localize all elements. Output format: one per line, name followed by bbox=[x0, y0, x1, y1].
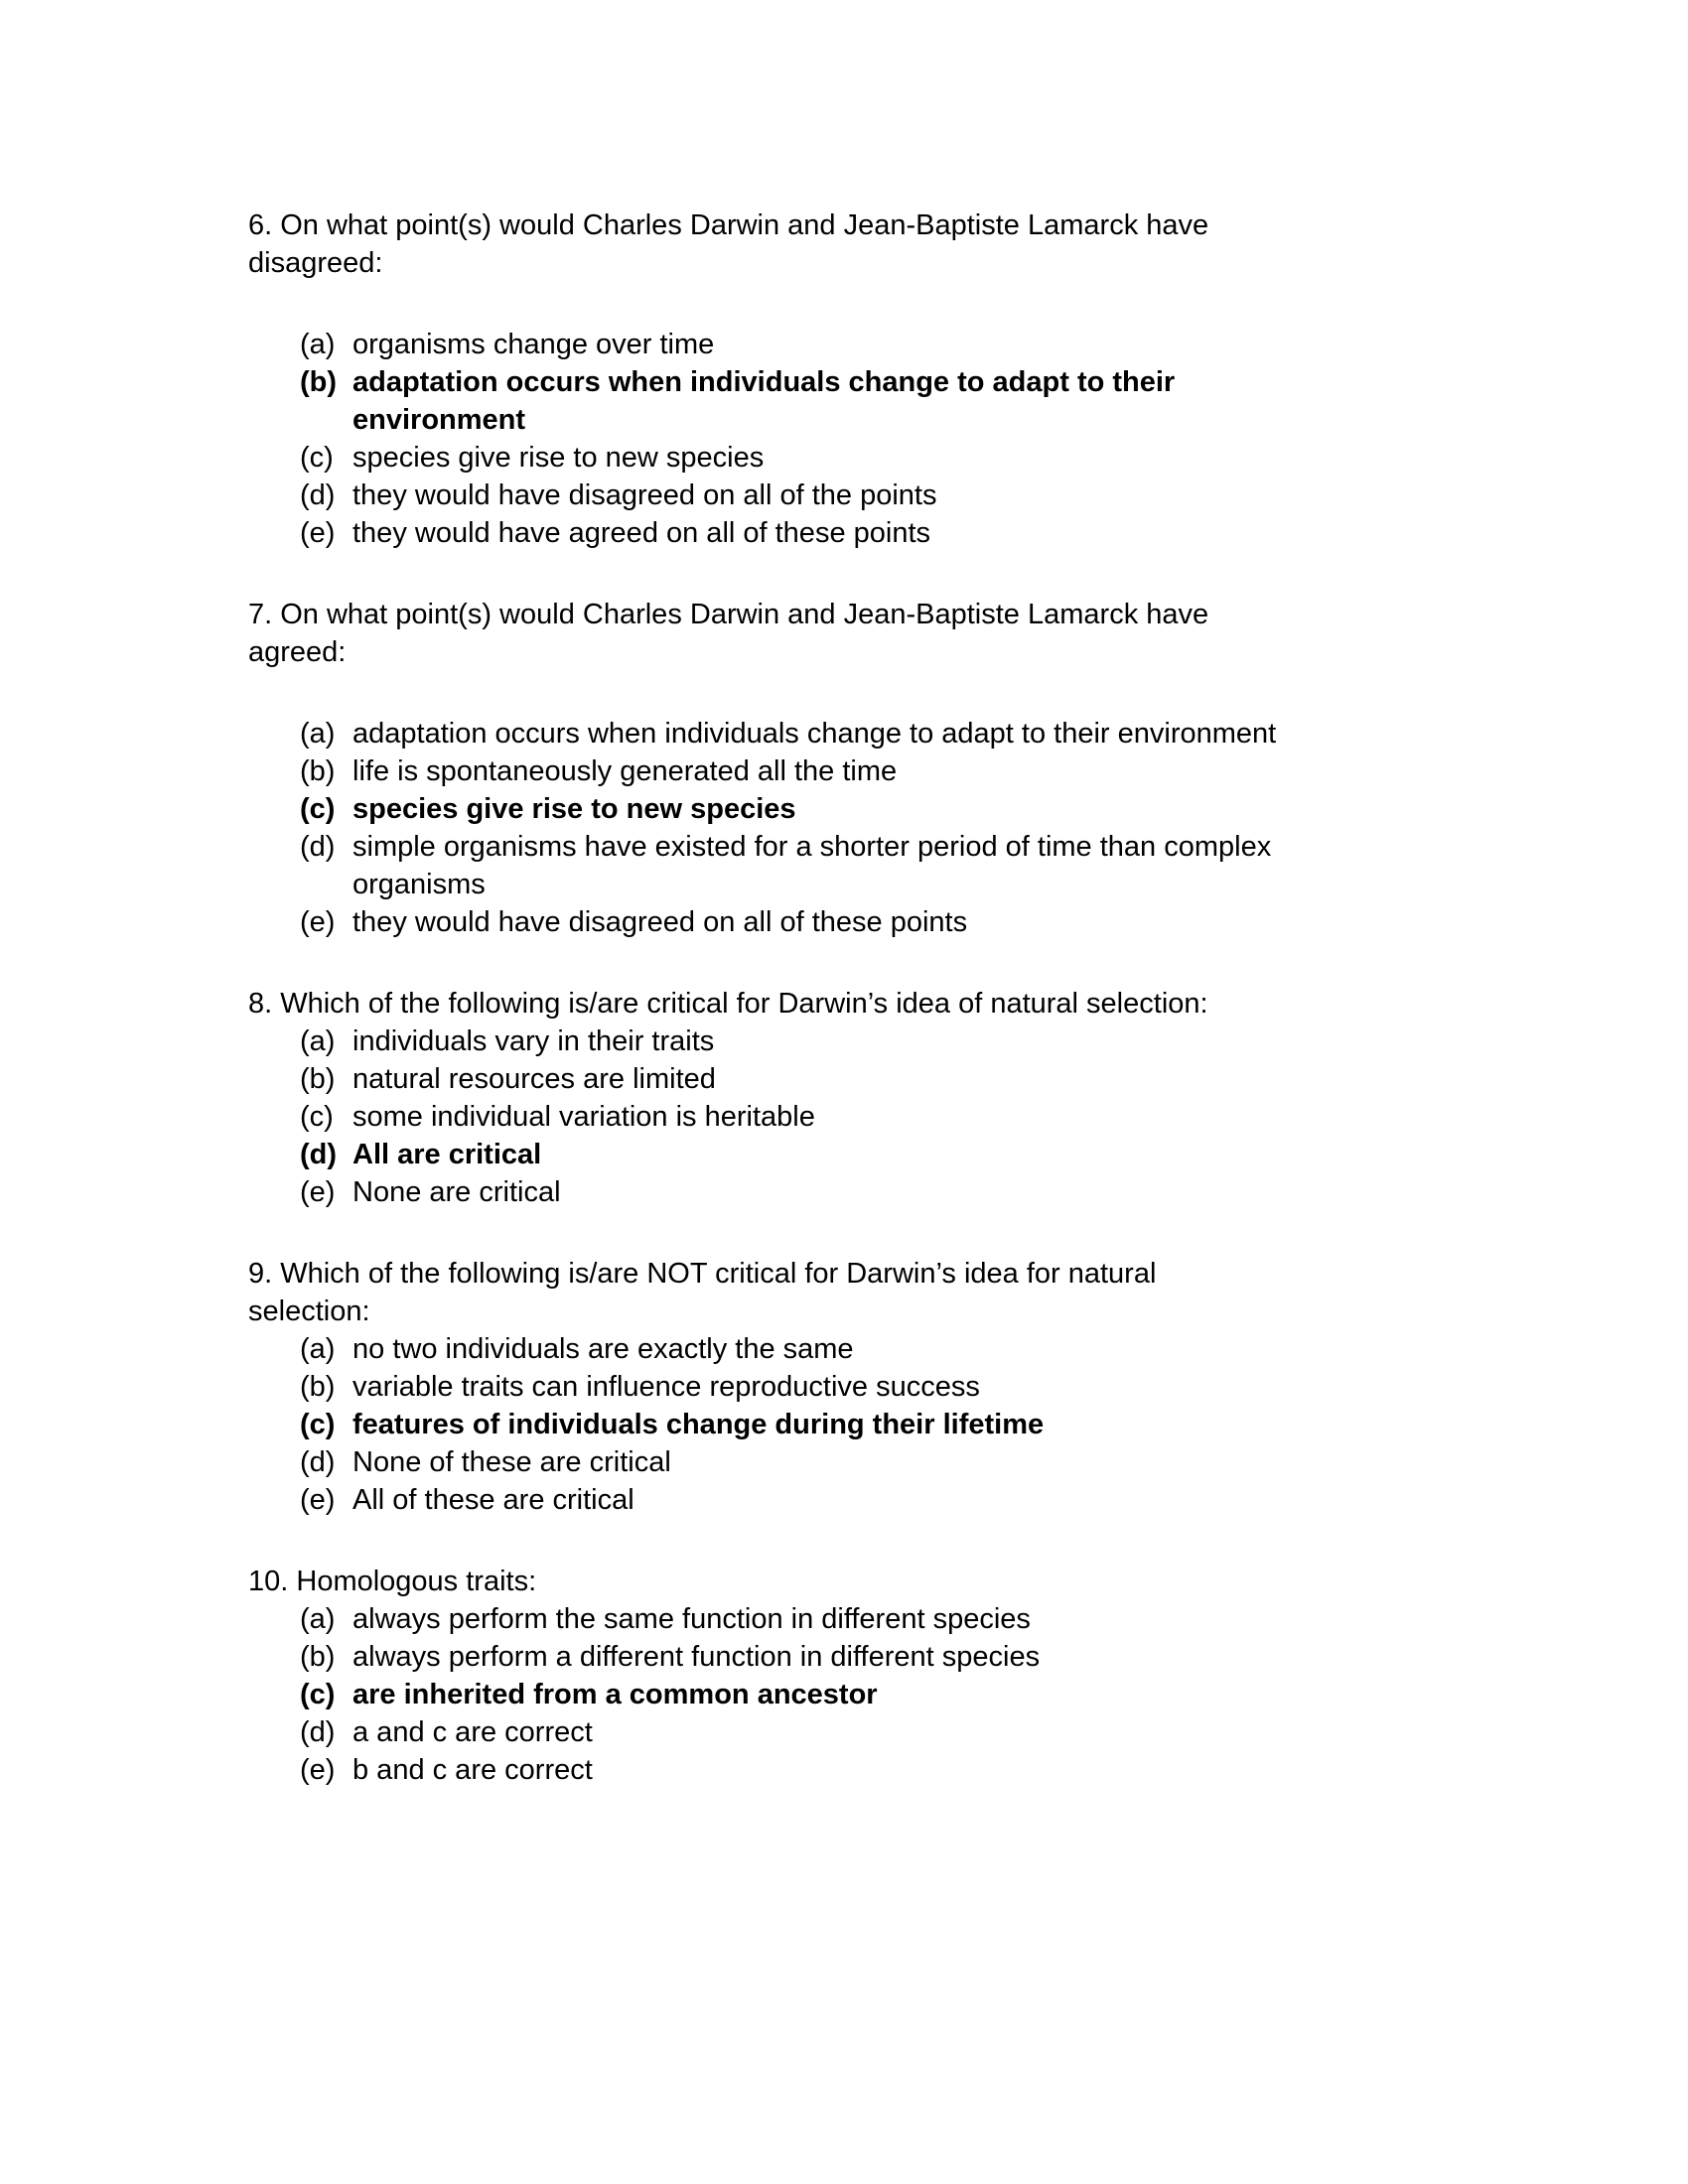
option-10c-label: (c) bbox=[300, 1679, 336, 1710]
question-7 bbox=[248, 596, 1539, 941]
option-6e-text: they would have agreed on all of these points bbox=[352, 517, 931, 549]
question-7-options bbox=[248, 715, 1539, 941]
option-7e bbox=[248, 903, 1539, 941]
question-9-heading bbox=[248, 1255, 1539, 1330]
option-9c bbox=[248, 1406, 1539, 1443]
option-9e bbox=[248, 1481, 1539, 1519]
option-10d-label: (d) bbox=[300, 1716, 336, 1748]
question-10 bbox=[248, 1563, 1539, 1789]
option-6b-text-line-2: environment bbox=[352, 404, 526, 436]
option-6b-text-line-1: adaptation occurs when individuals change to adapt to their bbox=[352, 366, 1176, 398]
document-page bbox=[248, 206, 1539, 1789]
option-7b-label: (b) bbox=[300, 755, 336, 787]
option-7d-text-line-2: organisms bbox=[352, 869, 486, 900]
question-6-heading-line-2: disagreed: bbox=[248, 247, 383, 279]
option-8d-text: All are critical bbox=[352, 1139, 542, 1170]
option-6b-label: (b) bbox=[300, 366, 338, 398]
option-10c bbox=[248, 1676, 1539, 1713]
question-8-options bbox=[248, 1023, 1539, 1211]
option-6c-label: (c) bbox=[300, 442, 334, 474]
question-10-options bbox=[248, 1600, 1539, 1789]
option-10e-label: (e) bbox=[300, 1754, 336, 1786]
question-6 bbox=[248, 206, 1539, 552]
option-8e bbox=[248, 1173, 1539, 1211]
option-7d-text-line-1: simple organisms have existed for a shorter period of time than complex bbox=[352, 831, 1272, 863]
option-9c-text: features of individuals change during their lifetime bbox=[352, 1409, 1045, 1440]
option-9b-text: variable traits can influence reproductive success bbox=[352, 1371, 980, 1403]
option-6c-text: species give rise to new species bbox=[352, 442, 765, 474]
option-6d bbox=[248, 477, 1539, 514]
option-7d bbox=[248, 828, 1539, 903]
question-8 bbox=[248, 985, 1539, 1211]
option-10d-text: a and c are correct bbox=[352, 1716, 593, 1748]
option-8a-label: (a) bbox=[300, 1025, 336, 1057]
option-9d-label: (d) bbox=[300, 1446, 336, 1478]
option-8c-text: some individual variation is heritable bbox=[352, 1101, 815, 1133]
option-9c-label: (c) bbox=[300, 1409, 336, 1440]
option-7c-label: (c) bbox=[300, 793, 336, 825]
question-9-options bbox=[248, 1330, 1539, 1519]
option-9e-text: All of these are critical bbox=[352, 1484, 634, 1516]
question-7-heading-line-1: 7. On what point(s) would Charles Darwin and Jean-Baptiste Lamarck have bbox=[248, 599, 1209, 630]
option-10e bbox=[248, 1751, 1539, 1789]
option-9d-text: None of these are critical bbox=[352, 1446, 671, 1478]
question-9-heading-line-2: selection: bbox=[248, 1296, 370, 1327]
question-10-heading bbox=[248, 1563, 1539, 1600]
question-8-heading bbox=[248, 985, 1539, 1023]
option-7a bbox=[248, 715, 1539, 752]
option-10e-text: b and c are correct bbox=[352, 1754, 593, 1786]
question-7-heading bbox=[248, 596, 1539, 671]
question-10-heading-line-1: 10. Homologous traits: bbox=[248, 1566, 537, 1597]
option-8a-text: individuals vary in their traits bbox=[352, 1025, 715, 1057]
option-8d bbox=[248, 1136, 1539, 1173]
option-6c bbox=[248, 439, 1539, 477]
option-6a-text: organisms change over time bbox=[352, 329, 715, 360]
question-8-heading-line-1: 8. Which of the following is/are critical for Darwin’s idea of natural selection: bbox=[248, 988, 1208, 1020]
option-7d-label: (d) bbox=[300, 831, 336, 863]
option-7c bbox=[248, 790, 1539, 828]
option-7c-text: species give rise to new species bbox=[352, 793, 796, 825]
option-6d-label: (d) bbox=[300, 479, 336, 511]
option-9b-label: (b) bbox=[300, 1371, 336, 1403]
option-6e bbox=[248, 514, 1539, 552]
option-10c-text: are inherited from a common ancestor bbox=[352, 1679, 878, 1710]
option-7b-text: life is spontaneously generated all the time bbox=[352, 755, 898, 787]
option-10b bbox=[248, 1638, 1539, 1676]
option-8a bbox=[248, 1023, 1539, 1060]
option-8b-text: natural resources are limited bbox=[352, 1063, 716, 1095]
option-9b bbox=[248, 1368, 1539, 1406]
option-9a-text: no two individuals are exactly the same bbox=[352, 1333, 854, 1365]
option-8e-text: None are critical bbox=[352, 1176, 561, 1208]
option-7a-text: adaptation occurs when individuals change to adapt to their environment bbox=[352, 718, 1277, 750]
option-10b-label: (b) bbox=[300, 1641, 336, 1673]
option-8b bbox=[248, 1060, 1539, 1098]
option-10a-text: always perform the same function in different species bbox=[352, 1603, 1031, 1635]
option-6a bbox=[248, 326, 1539, 363]
option-9e-label: (e) bbox=[300, 1484, 336, 1516]
option-10b-text: always perform a different function in different species bbox=[352, 1641, 1041, 1673]
option-10a bbox=[248, 1600, 1539, 1638]
option-6b bbox=[248, 363, 1539, 439]
question-7-heading-line-2: agreed: bbox=[248, 636, 347, 668]
question-9 bbox=[248, 1255, 1539, 1519]
option-9a-label: (a) bbox=[300, 1333, 336, 1365]
question-6-heading-line-1: 6. On what point(s) would Charles Darwin and Jean-Baptiste Lamarck have bbox=[248, 209, 1209, 241]
option-8e-label: (e) bbox=[300, 1176, 336, 1208]
option-8c-label: (c) bbox=[300, 1101, 334, 1133]
option-7b bbox=[248, 752, 1539, 790]
question-6-heading bbox=[248, 206, 1539, 282]
option-9a bbox=[248, 1330, 1539, 1368]
question-6-options bbox=[248, 326, 1539, 552]
option-8d-label: (d) bbox=[300, 1139, 338, 1170]
question-9-heading-line-1: 9. Which of the following is/are NOT critical for Darwin’s idea for natural bbox=[248, 1258, 1157, 1290]
option-7e-text: they would have disagreed on all of these points bbox=[352, 906, 968, 938]
option-10a-label: (a) bbox=[300, 1603, 336, 1635]
option-6d-text: they would have disagreed on all of the points bbox=[352, 479, 937, 511]
option-6e-label: (e) bbox=[300, 517, 336, 549]
option-8c bbox=[248, 1098, 1539, 1136]
option-10d bbox=[248, 1713, 1539, 1751]
option-9d bbox=[248, 1443, 1539, 1481]
option-8b-label: (b) bbox=[300, 1063, 336, 1095]
option-7a-label: (a) bbox=[300, 718, 336, 750]
option-7e-label: (e) bbox=[300, 906, 336, 938]
option-6a-label: (a) bbox=[300, 329, 336, 360]
